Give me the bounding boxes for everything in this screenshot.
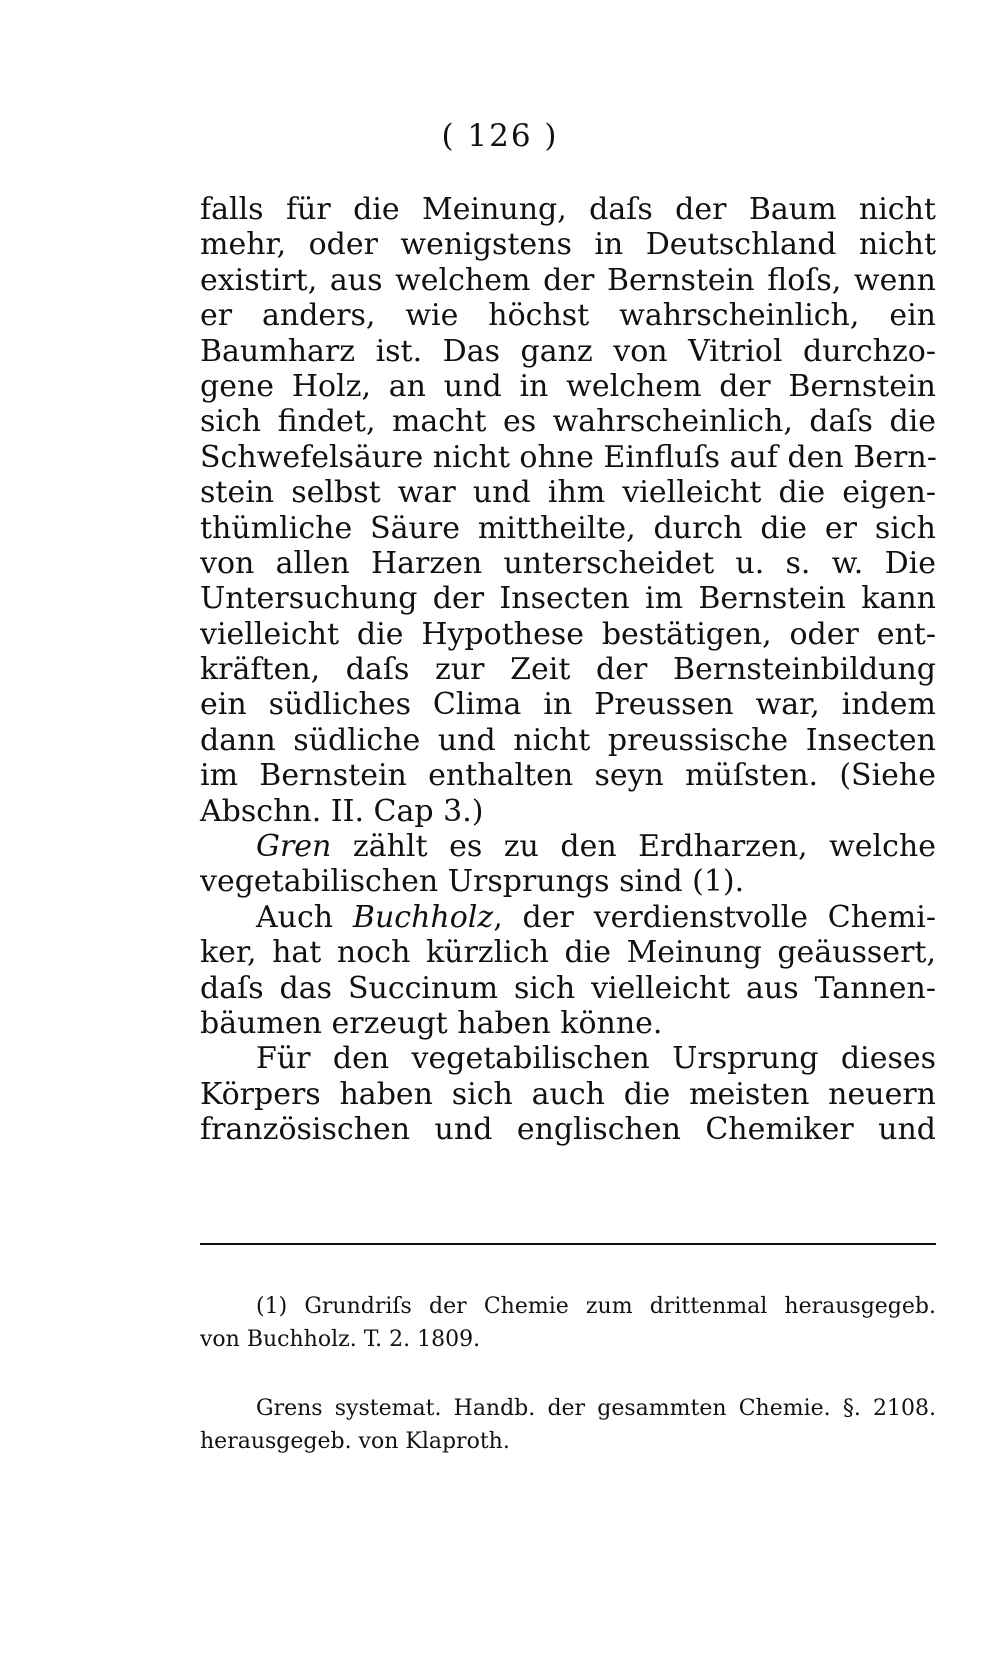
footnote-line: herausgegeb. von Klaproth. bbox=[200, 1429, 510, 1454]
author-name: Gren bbox=[256, 829, 332, 865]
text-line: stein selbst war und ihm vielleicht die eigen- bbox=[200, 475, 936, 511]
text-line: gene Holz, an und in welchem der Bernstein bbox=[200, 368, 936, 404]
text-line: bäumen erzeugt haben könne. bbox=[200, 1005, 663, 1041]
footnote-line: Grens systemat. Handb. der gesammten Chemie. §. 2108. bbox=[256, 1396, 936, 1421]
text-line: er anders, wie höchst wahrscheinlich, ein bbox=[200, 298, 936, 334]
author-name: Buchholz bbox=[352, 899, 494, 935]
text-line bbox=[200, 900, 936, 935]
text-line: dann südliche und nicht preussische Insecten bbox=[200, 722, 936, 758]
text-line bbox=[200, 829, 936, 864]
text-line: französischen und englischen Chemiker und bbox=[200, 1112, 936, 1148]
text-line: existirt, aus welchem der Bernstein floſs, wenn bbox=[200, 262, 936, 298]
main-text bbox=[200, 192, 936, 1148]
text-line: daſs das Succinum sich vielleicht aus Tannen- bbox=[200, 970, 936, 1006]
text-line: Untersuchung der Insecten im Bernstein kann bbox=[200, 581, 936, 617]
footnote-divider bbox=[200, 1243, 936, 1245]
page-number: ( 126 ) bbox=[441, 118, 559, 154]
text-line: Schwefelsäure nicht ohne Einfluſs auf den Bern- bbox=[200, 439, 937, 475]
footnote-line: (1) Grundriſs der Chemie zum drittenmal herausgegeb. bbox=[256, 1294, 936, 1319]
text-fragment: Auch bbox=[256, 899, 353, 935]
paragraph-2 bbox=[200, 829, 936, 900]
text-line: vegetabilischen Ursprungs sind (1). bbox=[200, 864, 745, 900]
text-line: mehr, oder wenigstens in Deutschland nicht bbox=[200, 227, 936, 263]
text-fragment: , der verdienstvolle Chemi- bbox=[493, 899, 936, 935]
footnote-line: von Buchholz. T. 2. 1809. bbox=[200, 1327, 481, 1352]
text-line: Abschn. II. Cap 3.) bbox=[200, 793, 484, 829]
text-line: falls für die Meinung, daſs der Baum nicht bbox=[200, 192, 936, 227]
text-line: Körpers haben sich auch die meisten neuern bbox=[200, 1076, 936, 1112]
text-line: ein südliches Clima in Preussen war, indem bbox=[200, 687, 936, 723]
footnote-1 bbox=[200, 1290, 936, 1356]
paragraph-4 bbox=[200, 1041, 936, 1147]
text-line: kräften, daſs zur Zeit der Bernsteinbildung bbox=[200, 652, 936, 688]
text-line: Baumharz ist. Das ganz von Vitriol durchzo- bbox=[200, 333, 936, 369]
text-line: von allen Harzen unterscheidet u. s. w. Die bbox=[200, 545, 936, 581]
text-line: im Bernstein enthalten seyn müſsten. (Siehe bbox=[200, 758, 936, 794]
text-line: sich findet, macht es wahrscheinlich, daſs die bbox=[200, 404, 936, 440]
text-fragment: zählt es zu den Erdharzen, welche bbox=[331, 829, 936, 865]
text-line: ker, hat noch kürzlich die Meinung geäussert, bbox=[200, 935, 936, 971]
text-line: Für den vegetabilischen Ursprung dieses bbox=[256, 1041, 936, 1077]
footnote-2 bbox=[200, 1392, 936, 1458]
text-line: vielleicht die Hypothese bestätigen, oder ent- bbox=[200, 616, 936, 652]
footnotes bbox=[200, 1290, 936, 1458]
text-line: thümliche Säure mittheilte, durch die er sich bbox=[200, 510, 936, 546]
paragraph-1 bbox=[200, 192, 936, 829]
paragraph-3 bbox=[200, 900, 936, 1042]
